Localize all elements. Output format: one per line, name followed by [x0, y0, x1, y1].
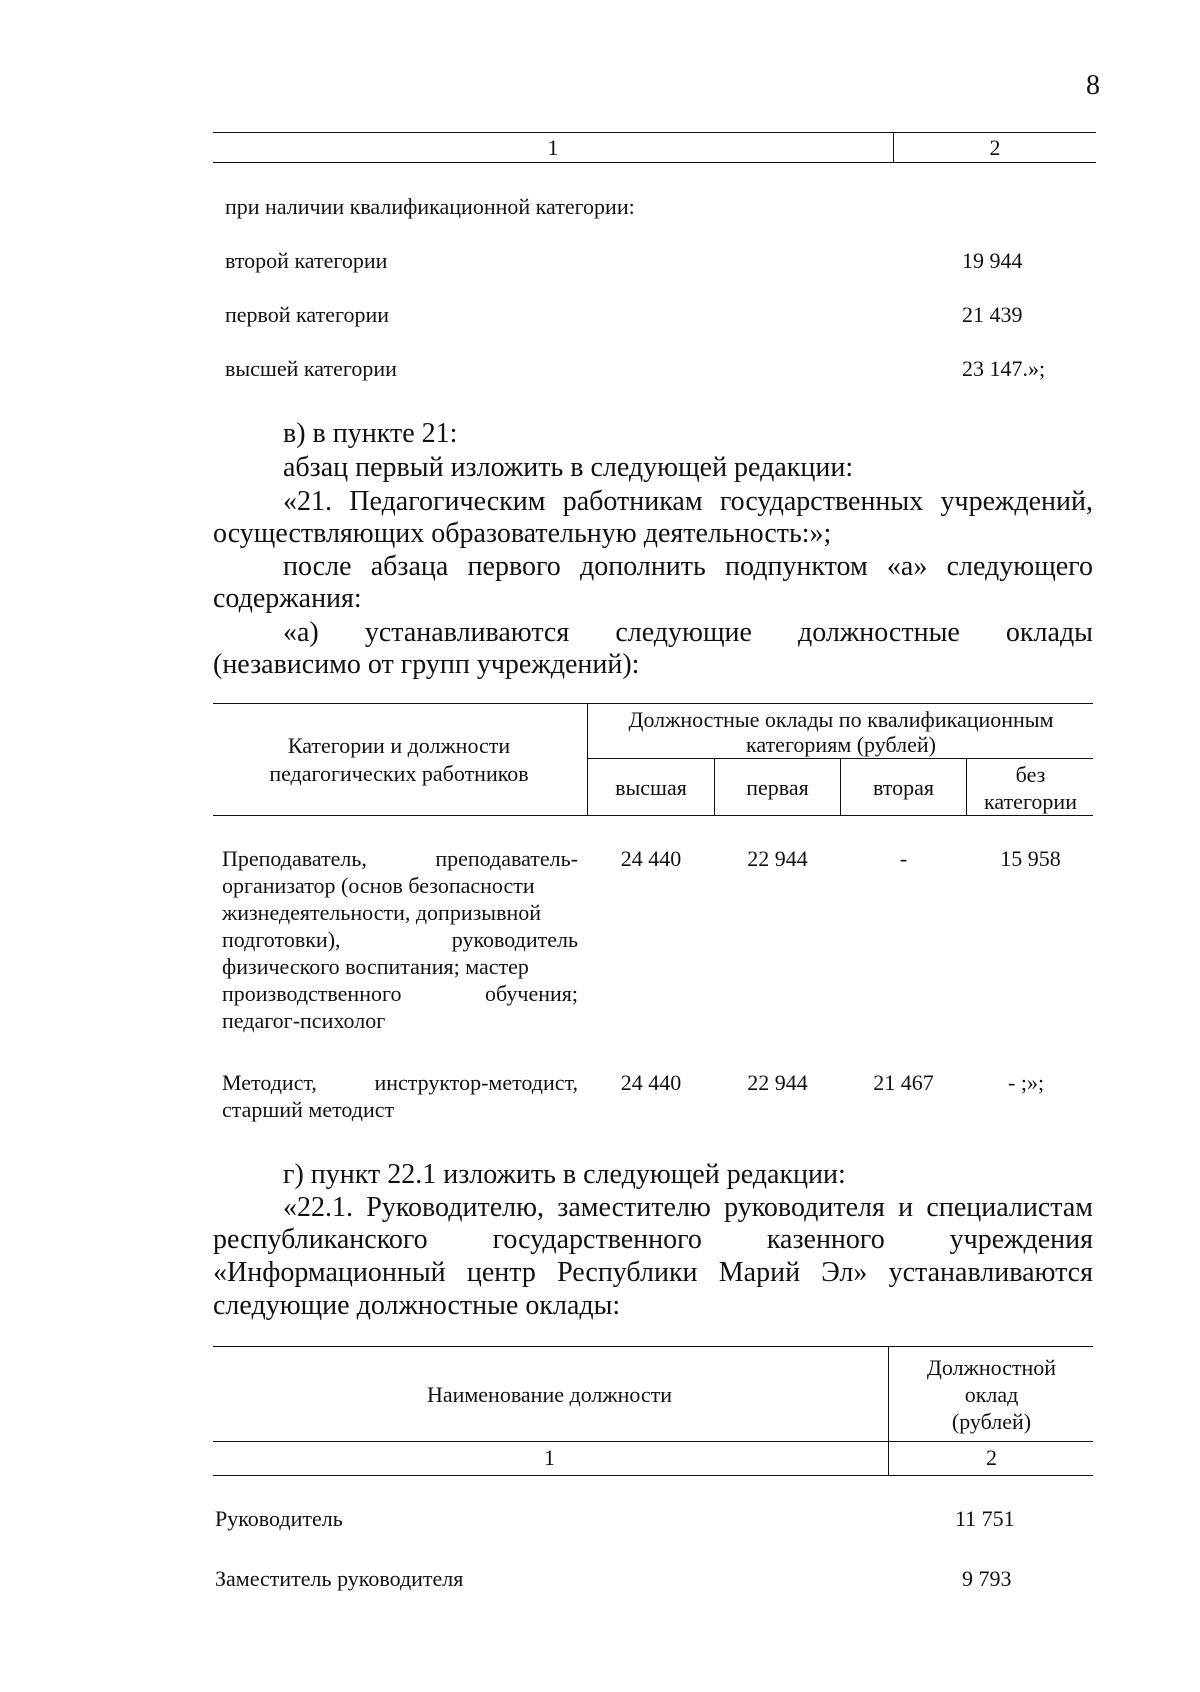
table-mid-divider: [587, 703, 588, 816]
row-label-line: организатор (основ безопасности: [222, 873, 535, 898]
header-salaries: Должностные оклады по квалификационным: [628, 707, 1054, 732]
table-mid-divider: [966, 758, 967, 816]
table-bottom-rule: [213, 1346, 1093, 1347]
table-mid-divider: [714, 758, 715, 816]
subheader-none: категории: [984, 789, 1077, 814]
table-row-label: первой категории: [225, 302, 390, 327]
table-bottom-rule: [213, 1441, 1093, 1442]
paragraph-line: осуществляющих образовательную деятельность:»;: [213, 518, 832, 549]
paragraph-line: после абзаца первого дополнить подпунктом «а» следующего: [283, 551, 1093, 582]
paragraph-line: содержания:: [213, 583, 362, 614]
row-label-line: педагог-психолог: [222, 1008, 386, 1033]
table-row-value: 19 944: [962, 248, 1023, 273]
row-label-line: Преподаватель, преподаватель-: [222, 846, 578, 871]
table-row-label: Руководитель: [215, 1506, 343, 1531]
table-row-value: 23 147.»;: [962, 356, 1046, 381]
paragraph-line: следующие должностные оклады:: [213, 1290, 621, 1321]
table-row-label: второй категории: [225, 248, 388, 273]
table-row-value: 11 751: [955, 1506, 1015, 1531]
value-second: -: [899, 846, 908, 871]
table-top-rule: [213, 132, 1096, 133]
section-label: при наличии квалификационной категории:: [225, 194, 635, 219]
page-number: 8: [1086, 70, 1100, 101]
row-label-line: Методист, инструктор-методист,: [222, 1070, 578, 1095]
paragraph-line: «21. Педагогическим работникам государственных учреждений,: [283, 486, 1093, 517]
value-none: 15 958: [1000, 846, 1061, 871]
header-categories: педагогических работников: [269, 761, 529, 786]
row-label-line: подготовки), руководитель: [222, 927, 578, 952]
header-categories: Категории и должности: [287, 733, 511, 758]
value-first: 22 944: [747, 846, 808, 871]
subheader-none: без: [1015, 762, 1046, 787]
table-bottom-divider: [888, 1346, 889, 1476]
row-label-line: производственного обучения;: [222, 981, 578, 1006]
subheader-second: вторая: [872, 775, 935, 800]
row-label-line: физического воспитания; мастер: [222, 954, 529, 979]
value-highest: 24 440: [620, 1070, 682, 1095]
paragraph-line: (независимо от групп учреждений):: [213, 649, 640, 680]
value-highest: 24 440: [620, 846, 682, 871]
table-top-rule: [213, 162, 1096, 163]
col-number-1: 1: [547, 135, 559, 160]
table-mid-divider: [840, 758, 841, 816]
table-row-value: 9 793: [962, 1566, 1012, 1591]
table-mid-rule: [213, 703, 1093, 704]
col-number-1: 1: [544, 1445, 555, 1470]
value-second: 21 467: [873, 1070, 934, 1095]
paragraph-line: республиканского государственного казенного учреждения: [213, 1224, 1093, 1255]
header-salary: Должностной: [926, 1355, 1057, 1380]
header-salary: (рублей): [951, 1409, 1032, 1434]
col-number-2: 2: [986, 1445, 997, 1470]
table-row-value: 21 439: [962, 302, 1023, 327]
col-number-2: 2: [989, 135, 1001, 160]
row-label-line: жизнедеятельности, допризывной: [222, 900, 541, 925]
value-none: - ;»;: [1008, 1070, 1045, 1095]
paragraph-line: абзац первый изложить в следующей редакции:: [283, 452, 854, 483]
header-salary: оклад: [964, 1382, 1019, 1407]
paragraph-line: «Информационный центр Республики Марий Эл» устанавливаются: [213, 1257, 1093, 1288]
paragraph-line: «а) устанавливаются следующие должностные оклады: [283, 617, 1093, 648]
table-mid-rule: [213, 815, 1093, 816]
table-bottom-rule: [213, 1475, 1093, 1476]
subheader-highest: высшая: [615, 775, 687, 800]
table-row-label: высшей категории: [225, 356, 397, 381]
paragraph-line: г) пункт 22.1 изложить в следующей редакции:: [283, 1159, 846, 1190]
paragraph-line: «22.1. Руководителю, заместителю руководителя и специалистам: [283, 1192, 1093, 1223]
subheader-first: первая: [746, 775, 809, 800]
header-position-name: Наименование должности: [426, 1382, 673, 1407]
header-salaries: категориям (рублей): [746, 732, 936, 757]
table-row-label: Заместитель руководителя: [215, 1566, 464, 1591]
table-top-divider: [893, 132, 894, 163]
paragraph-line: в) в пункте 21:: [283, 418, 458, 449]
row-label-line: старший методист: [222, 1097, 395, 1122]
value-first: 22 944: [747, 1070, 808, 1095]
